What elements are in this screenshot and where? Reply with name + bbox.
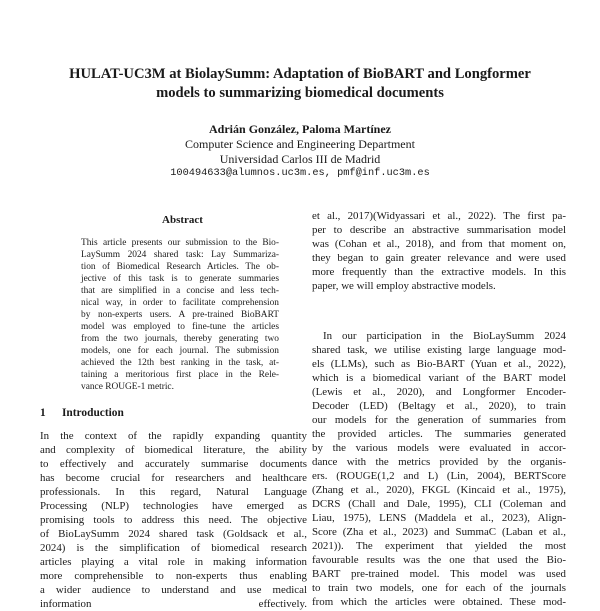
abstract-line: jective of this task is to generate summaries bbox=[81, 274, 279, 284]
body-line: more frequently than the extractive models. In this bbox=[312, 266, 566, 278]
authors: Adrián González, Paloma Martínez bbox=[209, 122, 391, 136]
abstract-line: model was employed to fine-tune the articles bbox=[81, 322, 279, 332]
body-line: the provided articles. The summaries generated bbox=[312, 428, 566, 440]
body-line: a wider audience to understand and use medical bbox=[40, 584, 307, 596]
body-line: shared task, we utilise existing large language mod- bbox=[312, 344, 566, 356]
body-line: to effectively and accurately summarise documents bbox=[40, 458, 307, 470]
abstract-line: LaySumm 2024 shared task: Lay Summariza- bbox=[81, 250, 279, 260]
abstract-line: that are simplified in a concise and less tech- bbox=[81, 286, 279, 296]
body-line: our models for the generation of summaries from bbox=[312, 414, 566, 426]
body-line: they began to gain greater relevance and were used bbox=[312, 252, 566, 264]
title-line: models to summarizing biomedical documents bbox=[156, 85, 444, 101]
body-line: els (LLMs), such as Bio-BART (Yuan et al., 2022), bbox=[312, 358, 566, 370]
body-line: Liau, 1975), LENS (Maddela et al., 2023), Align- bbox=[312, 512, 566, 524]
body-line: articles playing a vital role in making information bbox=[40, 556, 307, 568]
abstract-line: tion of Biomedical Research Articles. The ob- bbox=[81, 262, 279, 272]
body-line: has become crucial for researchers and healthcare bbox=[40, 472, 307, 484]
body-line: (Zhang et al., 2020), FKGL (Kincaid et al., 1975), bbox=[312, 484, 566, 496]
body-line: favourable results was the one that used the Bio- bbox=[312, 554, 566, 566]
body-line: information effectively. bbox=[40, 598, 307, 610]
body-line: BART pre-trained model. This model was used bbox=[312, 568, 566, 580]
body-line: to train two models, one for each of the journals bbox=[312, 582, 566, 594]
paper-title bbox=[40, 65, 560, 103]
body-line: 2021)). The experiment that yielded the most bbox=[312, 540, 566, 552]
body-line: promising tools to address this need. The objective bbox=[40, 514, 307, 526]
abstract-line: vance ROUGE-1 metric. bbox=[81, 382, 174, 392]
body-line: In our participation in the BioLaySumm 2024 bbox=[323, 330, 566, 342]
abstract-line: achieved the 12th best ranking in the task, at- bbox=[81, 358, 279, 368]
body-line: per to describe an abstractive summarisation model bbox=[312, 224, 566, 236]
body-line: dance with the metrics provided by the organis- bbox=[312, 456, 566, 468]
body-line: Score (Zha et al., 2023) and SummaC (Laban et al., bbox=[312, 526, 566, 538]
body-line: 2024) is the simplification of biomedical research bbox=[40, 542, 307, 554]
body-line: DCRS (Chall and Dale, 1995), CLI (Coleman and bbox=[312, 498, 566, 510]
body-line: et al., 2017)(Widyassari et al., 2022). The first pa- bbox=[312, 210, 566, 222]
abstract-line: by non-experts users. A pre-trained BioBART bbox=[81, 310, 279, 320]
section-title: Introduction bbox=[62, 407, 124, 419]
affiliation-department: Computer Science and Engineering Department bbox=[185, 137, 415, 151]
abstract-line: nical way, in order to facilitate comprehension bbox=[81, 298, 279, 308]
abstract-heading: Abstract bbox=[162, 214, 203, 226]
body-line: more comprehensible to non-experts thus enabling bbox=[40, 570, 307, 582]
author-emails: 100494633@alumnos.uc3m.es, pmf@inf.uc3m.es bbox=[170, 167, 430, 179]
body-line: Decoder (LED) (Beltagy et al., 2020), to train bbox=[312, 400, 566, 412]
section-number: 1 bbox=[40, 407, 46, 419]
section-heading-introduction bbox=[40, 406, 124, 420]
body-line: (Lewis et al., 2020), and Longformer Encoder- bbox=[312, 386, 566, 398]
abstract-line: from the two journals, thereby generating two bbox=[81, 334, 279, 344]
body-line: In the context of the rapidly expanding quantity bbox=[40, 430, 307, 442]
body-line: ers. (ROUGE(1,2 and L) (Lin, 2004), BERTScore bbox=[312, 470, 566, 482]
affiliation-university: Universidad Carlos III de Madrid bbox=[219, 152, 381, 166]
body-line: of BioLaySumm 2024 shared task (Goldsack et al., bbox=[40, 528, 307, 540]
title-line: HULAT-UC3M at BiolaySumm: Adaptation of BioBART and Longformer bbox=[69, 66, 531, 82]
body-line: and complexity of biomedical literature, the ability bbox=[40, 444, 307, 456]
body-line: was (Cohan et al., 2018), and from that moment on, bbox=[312, 238, 566, 250]
abstract-line: This article presents our submission to the Bio- bbox=[81, 238, 279, 248]
body-line: professionals. In this regard, Natural Language bbox=[40, 486, 307, 498]
body-line: by the various models were evaluated in accor- bbox=[312, 442, 566, 454]
abstract-line: models, one for each journal. The submission bbox=[81, 346, 279, 356]
body-line: Processing (NLP) technologies have emerged as bbox=[40, 500, 307, 512]
abstract-line: taining a meritorious first place in the Rele- bbox=[81, 370, 279, 380]
body-line: which is a biomedical variant of the BART model bbox=[312, 372, 566, 384]
body-line: from which the articles were obtained. These mod- bbox=[312, 596, 566, 608]
body-line: paper, we will employ abstractive models. bbox=[312, 280, 496, 292]
